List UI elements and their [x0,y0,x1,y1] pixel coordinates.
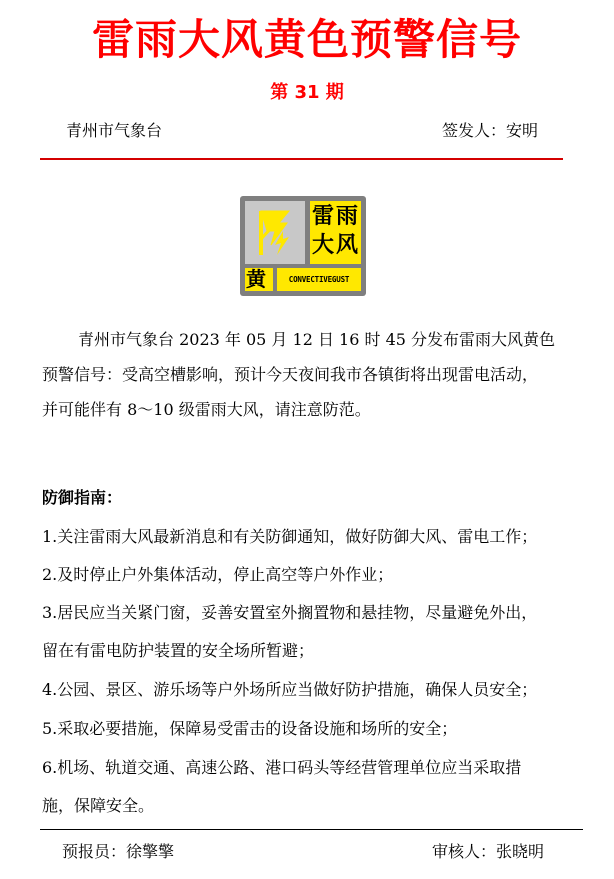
issuer-signature: 签发人：安明 [441,121,538,140]
badge-char-1: 雷 [312,204,335,229]
guide-item-6: 6.机场、轨道交通、高速公路、港口码头等经营管理单位应当采取措 [42,758,522,777]
header-red-divider [40,158,563,160]
guide-item-4: 4.公园、景区、游乐场等户外场所应当做好防护措施，确保人员安全； [42,680,538,699]
warning-paragraph-line-1: 青州市气象台 2023 年 05 月 12 日 16 时 45 分发布雷雨大风黄色 [78,330,556,349]
badge-level-char: 黄 [246,267,266,291]
document-title: 雷雨大风黄色预警信号 [91,15,522,64]
badge-char-2: 雨 [336,204,359,229]
guide-item-5: 5.采取必要措施，保障易受雷击的设备设施和场所的安全； [42,719,458,738]
guide-item-2: 2.及时停止户外集体活动，停止高空等户外作业； [42,565,394,584]
reviewer-name: 审核人：张晓明 [431,842,544,861]
warning-paragraph-line-3: 并可能伴有 8～10 级雷雨大风，请注意防范。 [42,400,371,419]
warning-paragraph-line-2: 预警信号：受高空槽影响，预计今天夜间我市各镇街将出现雷电活动， [42,365,539,384]
badge-char-3: 大 [312,233,335,258]
footer-divider [40,829,583,830]
thunderstorm-gale-yellow-warning-icon [240,196,366,296]
issuing-organization: 青州市气象台 [66,121,163,140]
badge-english-label: CONVECTIVEGUST [288,275,350,284]
guide-item-1: 1.关注雷雨大风最新消息和有关防御通知，做好防御大风、雷电工作； [42,527,538,546]
forecaster-name: 预报员：徐擎擎 [62,842,175,861]
lightning-wind-flag-icon [245,201,305,264]
issue-number: 第 31 期 [270,82,344,103]
guide-item-3: 3.居民应当关紧门窗，妥善安置室外搁置物和悬挂物，尽量避免外出， [42,603,538,622]
guide-item-3-cont: 留在有雷电防护装置的安全场所暂避； [42,641,315,660]
badge-char-4: 风 [336,233,359,258]
defense-guide-heading: 防御指南： [42,488,123,507]
guide-item-6-cont: 施，保障安全。 [42,796,155,815]
